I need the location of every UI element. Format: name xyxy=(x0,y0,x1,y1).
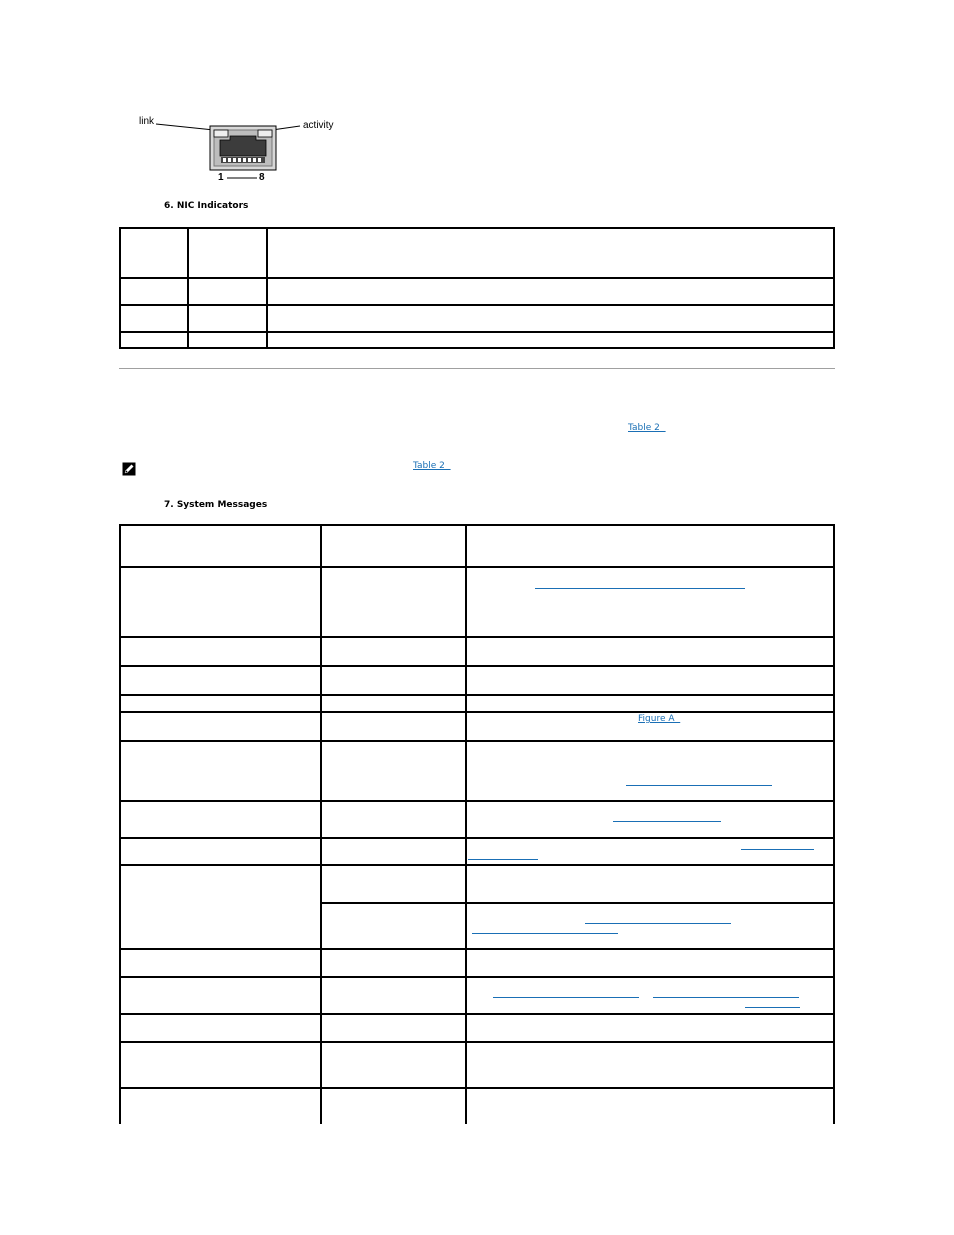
pin-first-label: 1 xyxy=(218,172,224,183)
table7-caption: 7. System Messages xyxy=(164,500,268,510)
table-row xyxy=(120,801,834,838)
table-row xyxy=(120,1042,834,1088)
table6-caption: 6. NIC Indicators xyxy=(164,201,249,211)
table-row xyxy=(120,332,834,348)
table-row xyxy=(120,305,834,332)
table-row xyxy=(120,1088,834,1124)
table-row xyxy=(120,228,834,278)
table-row xyxy=(120,865,834,903)
table-row xyxy=(120,949,834,977)
system-messages-table xyxy=(119,524,835,1124)
activity-label: activity xyxy=(303,120,334,131)
note-table2-link[interactable]: Table 2 xyxy=(413,461,451,471)
hyperlink-underline[interactable] xyxy=(741,849,814,850)
table-row xyxy=(120,666,834,695)
hyperlink-underline[interactable] xyxy=(653,997,799,998)
nic-indicators-table xyxy=(119,227,835,349)
table-row xyxy=(120,525,834,567)
hyperlink-underline[interactable] xyxy=(745,1007,800,1008)
table-row xyxy=(120,1014,834,1042)
table-row xyxy=(120,838,834,865)
table2-link[interactable]: Table 2 xyxy=(628,423,666,433)
note-icon xyxy=(122,461,136,475)
table-row xyxy=(120,567,834,637)
hyperlink-underline[interactable] xyxy=(613,821,721,822)
table-row xyxy=(120,977,834,1014)
link-label: link xyxy=(139,116,155,127)
section-divider xyxy=(119,368,835,369)
hyperlink-underline[interactable] xyxy=(585,923,731,924)
hyperlink-underline[interactable] xyxy=(493,997,639,998)
hyperlink-underline[interactable] xyxy=(468,859,538,860)
pin-last-label: 8 xyxy=(259,172,265,183)
hyperlink-underline[interactable] xyxy=(626,785,772,786)
table-row xyxy=(120,712,834,741)
table-row xyxy=(120,741,834,801)
table-row xyxy=(120,695,834,712)
hyperlink-underline[interactable] xyxy=(472,933,618,934)
figure-a-link[interactable]: Figure A xyxy=(638,714,681,724)
hyperlink-underline[interactable] xyxy=(535,588,745,589)
table-row xyxy=(120,278,834,305)
table-row xyxy=(120,637,834,666)
nic-connector-figure xyxy=(130,110,350,190)
